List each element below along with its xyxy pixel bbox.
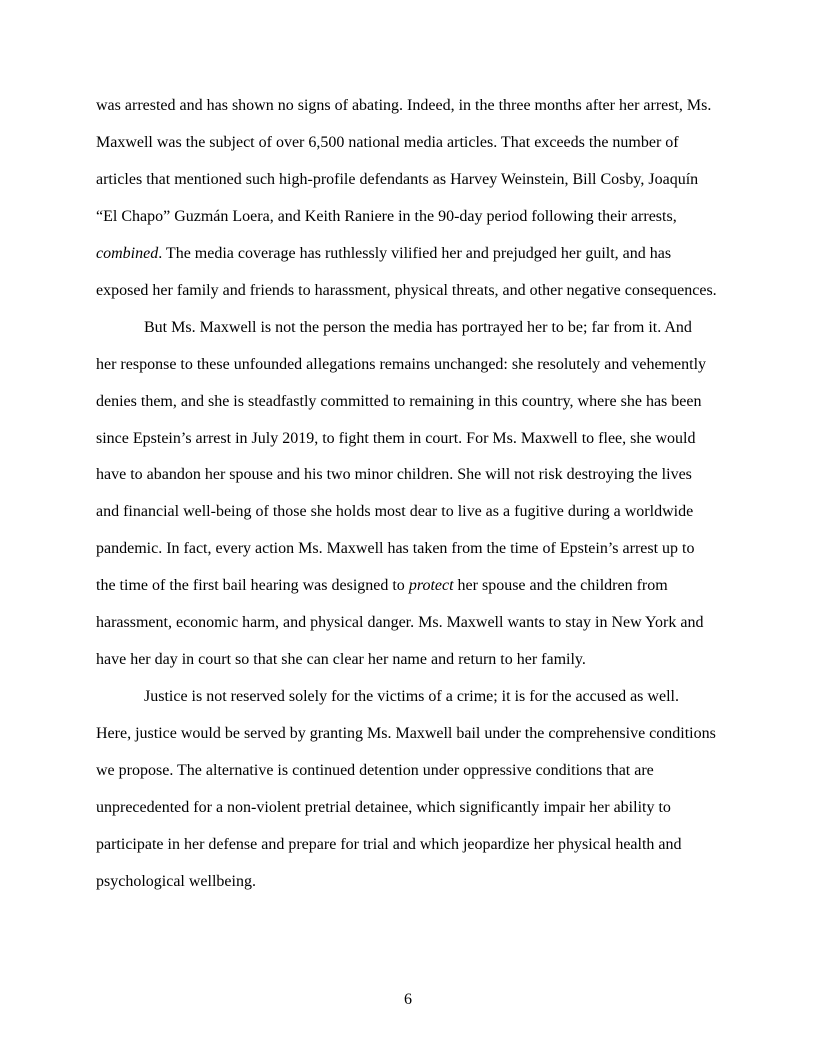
body-text-line: participate in her defense and prepare for trial and which jeopardize her physical health and	[96, 836, 682, 853]
emphasis-text: protect	[408, 577, 454, 594]
body-text-line: have to abandon her spouse and his two minor children. She will not risk destroying the lives	[96, 466, 692, 483]
paragraph-first-line: But Ms. Maxwell is not the person the media has portrayed her to be; far from it. And	[144, 319, 692, 336]
body-text-line: we propose. The alternative is continued detention under oppressive conditions that are	[96, 762, 654, 779]
paragraph-first-line: Justice is not reserved solely for the victims of a crime; it is for the accused as well.	[144, 688, 679, 705]
body-text-line: exposed her family and friends to harassment, physical threats, and other negative consequences.	[96, 282, 717, 299]
body-text-line: was arrested and has shown no signs of abating. Indeed, in the three months after her arrest, Ms.	[96, 97, 712, 114]
body-text-line: and financial well-being of those she holds most dear to live as a fugitive during a worldwide	[96, 503, 694, 520]
body-text-line: combined. The media coverage has ruthlessly vilified her and prejudged her guilt, and has	[96, 245, 672, 262]
body-text-line: since Epstein’s arrest in July 2019, to fight them in court. For Ms. Maxwell to flee, she would	[96, 430, 696, 447]
body-text-line: the time of the first bail hearing was designed to protect her spouse and the children from	[96, 577, 668, 594]
body-text-line: “El Chapo” Guzmán Loera, and Keith Raniere in the 90-day period following their arrests,	[96, 208, 677, 225]
body-text-line: harassment, economic harm, and physical danger. Ms. Maxwell wants to stay in New York and	[96, 614, 704, 631]
body-text-line: Here, justice would be served by granting Ms. Maxwell bail under the comprehensive conditions	[96, 725, 716, 742]
page-number: 6	[404, 991, 412, 1008]
body-text-line: Maxwell was the subject of over 6,500 national media articles. That exceeds the number of	[96, 134, 679, 151]
body-text-line: her response to these unfounded allegations remains unchanged: she resolutely and vehemently	[96, 356, 707, 373]
body-text-line: have her day in court so that she can clear her name and return to her family.	[96, 651, 586, 668]
body-text-line: psychological wellbeing.	[96, 873, 256, 890]
emphasis-text: combined	[96, 245, 159, 262]
body-text-line: unprecedented for a non-violent pretrial detainee, which significantly impair her ability to	[96, 799, 671, 816]
body-text-line: denies them, and she is steadfastly committed to remaining in this country, where she has been	[96, 393, 702, 410]
body-text-line: articles that mentioned such high-profile defendants as Harvey Weinstein, Bill Cosby, Joaquín	[96, 171, 699, 188]
body-text-line: pandemic. In fact, every action Ms. Maxwell has taken from the time of Epstein’s arrest up to	[96, 540, 695, 557]
